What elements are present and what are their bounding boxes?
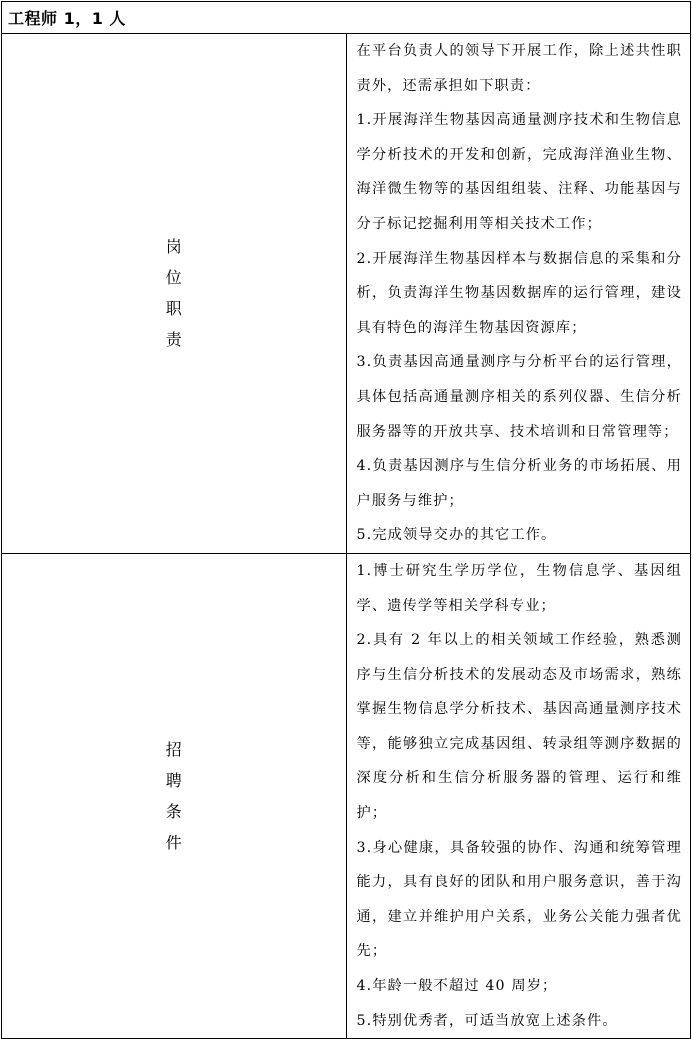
duty-item: 3.负责基因高通量测序与分析平台的运行管理，具体包括高通量测序相关的系列仪器、生信分析服务器等的开放共享、技术培训和日常管理等； xyxy=(356,354,682,440)
duties-intro: 在平台负责人的领导下开展工作，除上述共性职责外，还需承担如下职责： xyxy=(356,43,682,94)
duty-item: 5.完成领导交办的其它工作。 xyxy=(356,527,557,544)
requirement-item: 2.具有 2 年以上的相关领域工作经验，熟悉测序与生信分析技术的发展动态及市场需求，熟练掌握生物信息学分析技术、基因高通量测序技术等，能够独立完成基因组、转录组等测序数据的深度分析和生信分析服务器的管理、运行和维护； xyxy=(356,632,682,822)
duties-content xyxy=(346,34,691,554)
duty-item: 1.开展海洋生物基因高通量测序技术和生物信息学分析技术的开发和创新，完成海洋渔业生物、海洋微生物等的基因组组装、注释、功能基因与分子标记挖掘利用等相关技术工作； xyxy=(356,112,682,232)
duties-label-char: 岗 xyxy=(165,237,182,257)
duties-label-char: 职 xyxy=(165,299,182,319)
position-title: 工程师 1，1 人 xyxy=(2,2,691,34)
duties-label-char: 位 xyxy=(165,268,182,288)
duties-row xyxy=(2,34,691,554)
requirements-label-char: 条 xyxy=(165,802,182,822)
requirements-content xyxy=(346,553,691,1038)
requirements-row xyxy=(2,553,691,1038)
duties-label xyxy=(2,34,347,554)
requirement-item: 3.身心健康，具备较强的协作、沟通和统筹管理能力，具有良好的团队和用户服务意识，善于沟通，建立并维护用户关系，业务公关能力强者优先； xyxy=(356,839,682,960)
title-row xyxy=(2,2,691,34)
requirements-label xyxy=(2,553,347,1038)
duty-item: 2.开展海洋生物基因样本与数据信息的采集和分析，负责海洋生物基因数据库的运行管理，建设具有特色的海洋生物基因资源库； xyxy=(356,250,682,336)
duty-item: 4.负责基因测序与生信分析业务的市场拓展、用户服务与维护； xyxy=(356,458,682,509)
requirements-label-char: 件 xyxy=(165,833,182,853)
requirement-item: 1.博士研究生学历学位，生物信息学、基因组学、遗传学等相关学科专业； xyxy=(356,562,682,614)
requirements-label-char: 聘 xyxy=(165,771,182,791)
requirements-label-char: 招 xyxy=(165,740,182,760)
duties-label-char: 责 xyxy=(165,330,182,350)
requirement-item: 4.年龄一般不超过 40 周岁； xyxy=(356,978,558,995)
job-description-table xyxy=(1,1,691,1039)
requirement-item: 5.特别优秀者，可适当放宽上述条件。 xyxy=(356,1012,618,1029)
